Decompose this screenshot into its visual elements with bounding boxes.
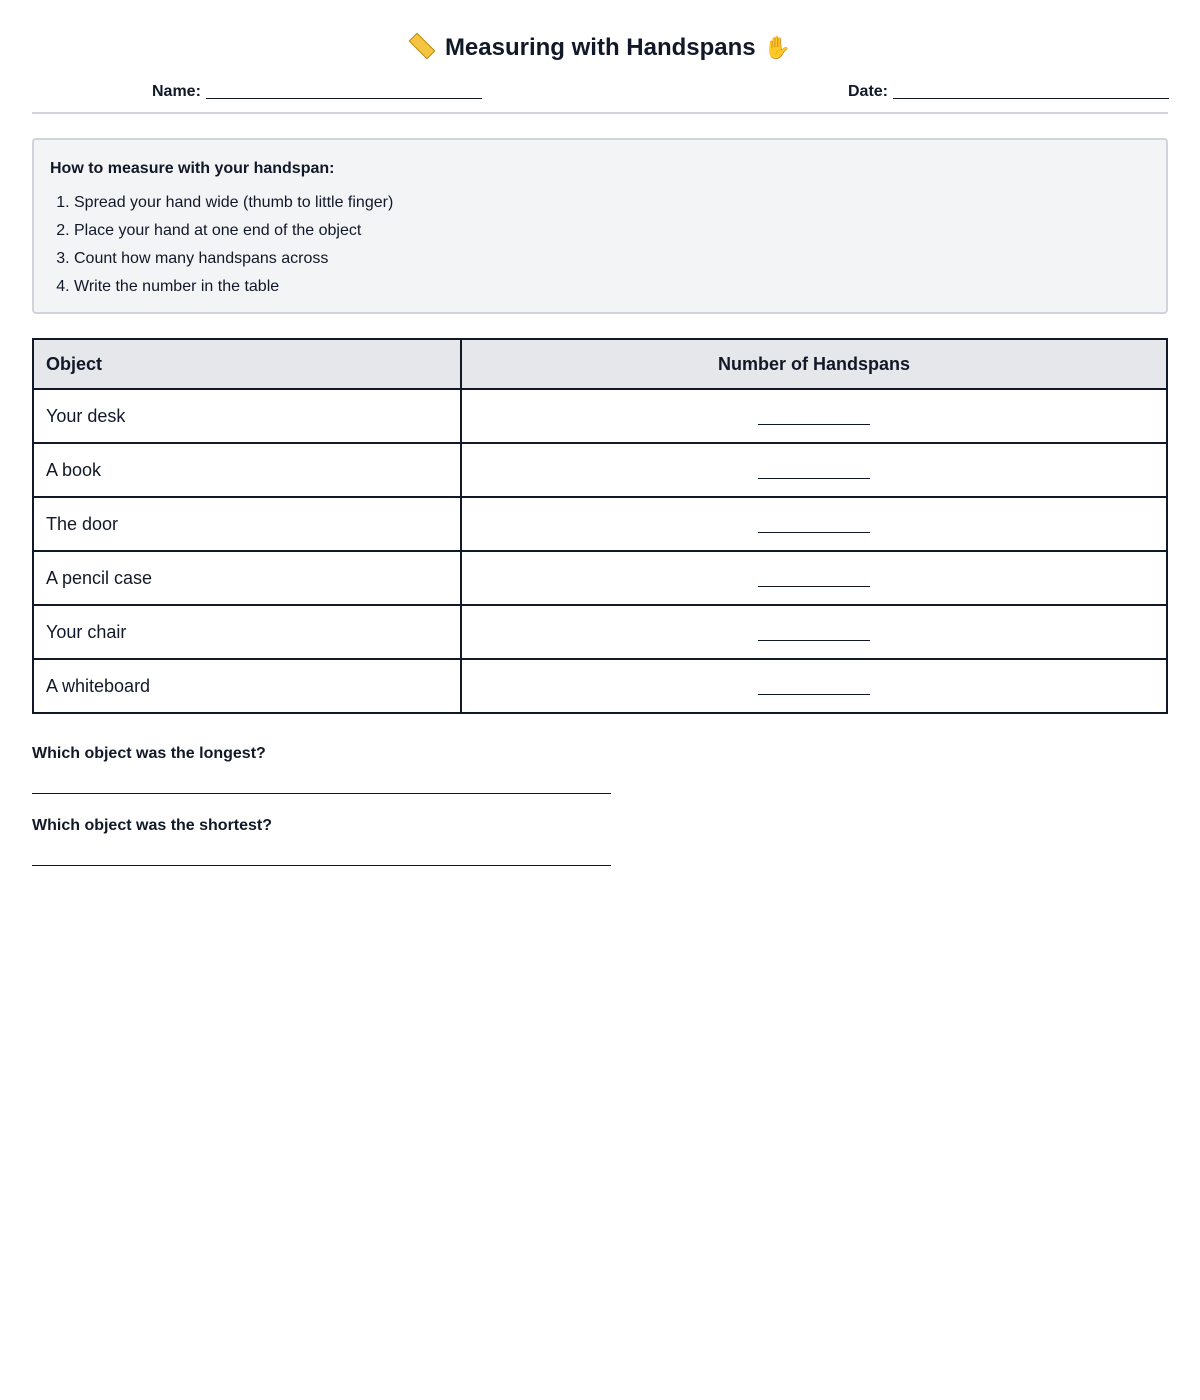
worksheet-title-bar — [32, 30, 1168, 67]
object-cell: A pencil case — [33, 551, 461, 605]
object-column-header: Object — [33, 339, 461, 389]
answer-blank-line[interactable] — [758, 624, 870, 641]
table-header-row — [33, 339, 1167, 389]
measurement-table — [32, 338, 1168, 714]
date-blank-line[interactable] — [893, 80, 1169, 99]
name-date-row — [32, 80, 1168, 104]
answer-blank-line[interactable] — [758, 516, 870, 533]
instruction-step: 3. Count how many handspans across — [74, 245, 393, 273]
instructions-list — [50, 189, 393, 301]
handspans-cell — [461, 659, 1167, 713]
answer-blank-line[interactable] — [758, 408, 870, 425]
instruction-step: 1. Spread your hand wide (thumb to little finger) — [74, 189, 393, 217]
handspans-cell — [461, 497, 1167, 551]
answer-blank-line[interactable] — [758, 462, 870, 479]
shortest-question: Which object was the shortest? — [32, 817, 273, 834]
object-cell: Your desk — [33, 389, 461, 443]
handspans-column-header: Number of Handspans — [461, 339, 1167, 389]
instructions-panel — [32, 138, 1168, 314]
date-field — [848, 80, 1169, 104]
object-cell: The door — [33, 497, 461, 551]
handspans-cell — [461, 605, 1167, 659]
shortest-answer-line[interactable] — [32, 865, 611, 866]
object-cell: Your chair — [33, 605, 461, 659]
worksheet-title: Measuring with Handspans — [444, 34, 756, 61]
answer-blank-line[interactable] — [758, 678, 870, 695]
header-divider — [32, 112, 1168, 114]
raised-hand-icon: ✋ — [763, 36, 792, 61]
object-cell: A whiteboard — [33, 659, 461, 713]
longest-question: Which object was the longest? — [32, 745, 266, 762]
table-row — [33, 659, 1167, 713]
table-row — [33, 497, 1167, 551]
table-row — [33, 551, 1167, 605]
name-field — [152, 80, 482, 104]
handspans-cell — [461, 389, 1167, 443]
ruler-icon — [409, 32, 436, 59]
instructions-heading: How to measure with your handspan: — [50, 160, 335, 177]
table-row — [33, 389, 1167, 443]
handspans-cell — [461, 443, 1167, 497]
date-label: Date: — [848, 83, 889, 100]
table-row — [33, 605, 1167, 659]
answer-blank-line[interactable] — [758, 570, 870, 587]
instruction-step: 4. Write the number in the table — [74, 273, 393, 301]
instruction-step: 2. Place your hand at one end of the object — [74, 217, 393, 245]
object-cell: A book — [33, 443, 461, 497]
name-label: Name: — [152, 83, 201, 100]
longest-answer-line[interactable] — [32, 793, 611, 794]
handspans-cell — [461, 551, 1167, 605]
table-row — [33, 443, 1167, 497]
name-blank-line[interactable] — [206, 80, 482, 99]
